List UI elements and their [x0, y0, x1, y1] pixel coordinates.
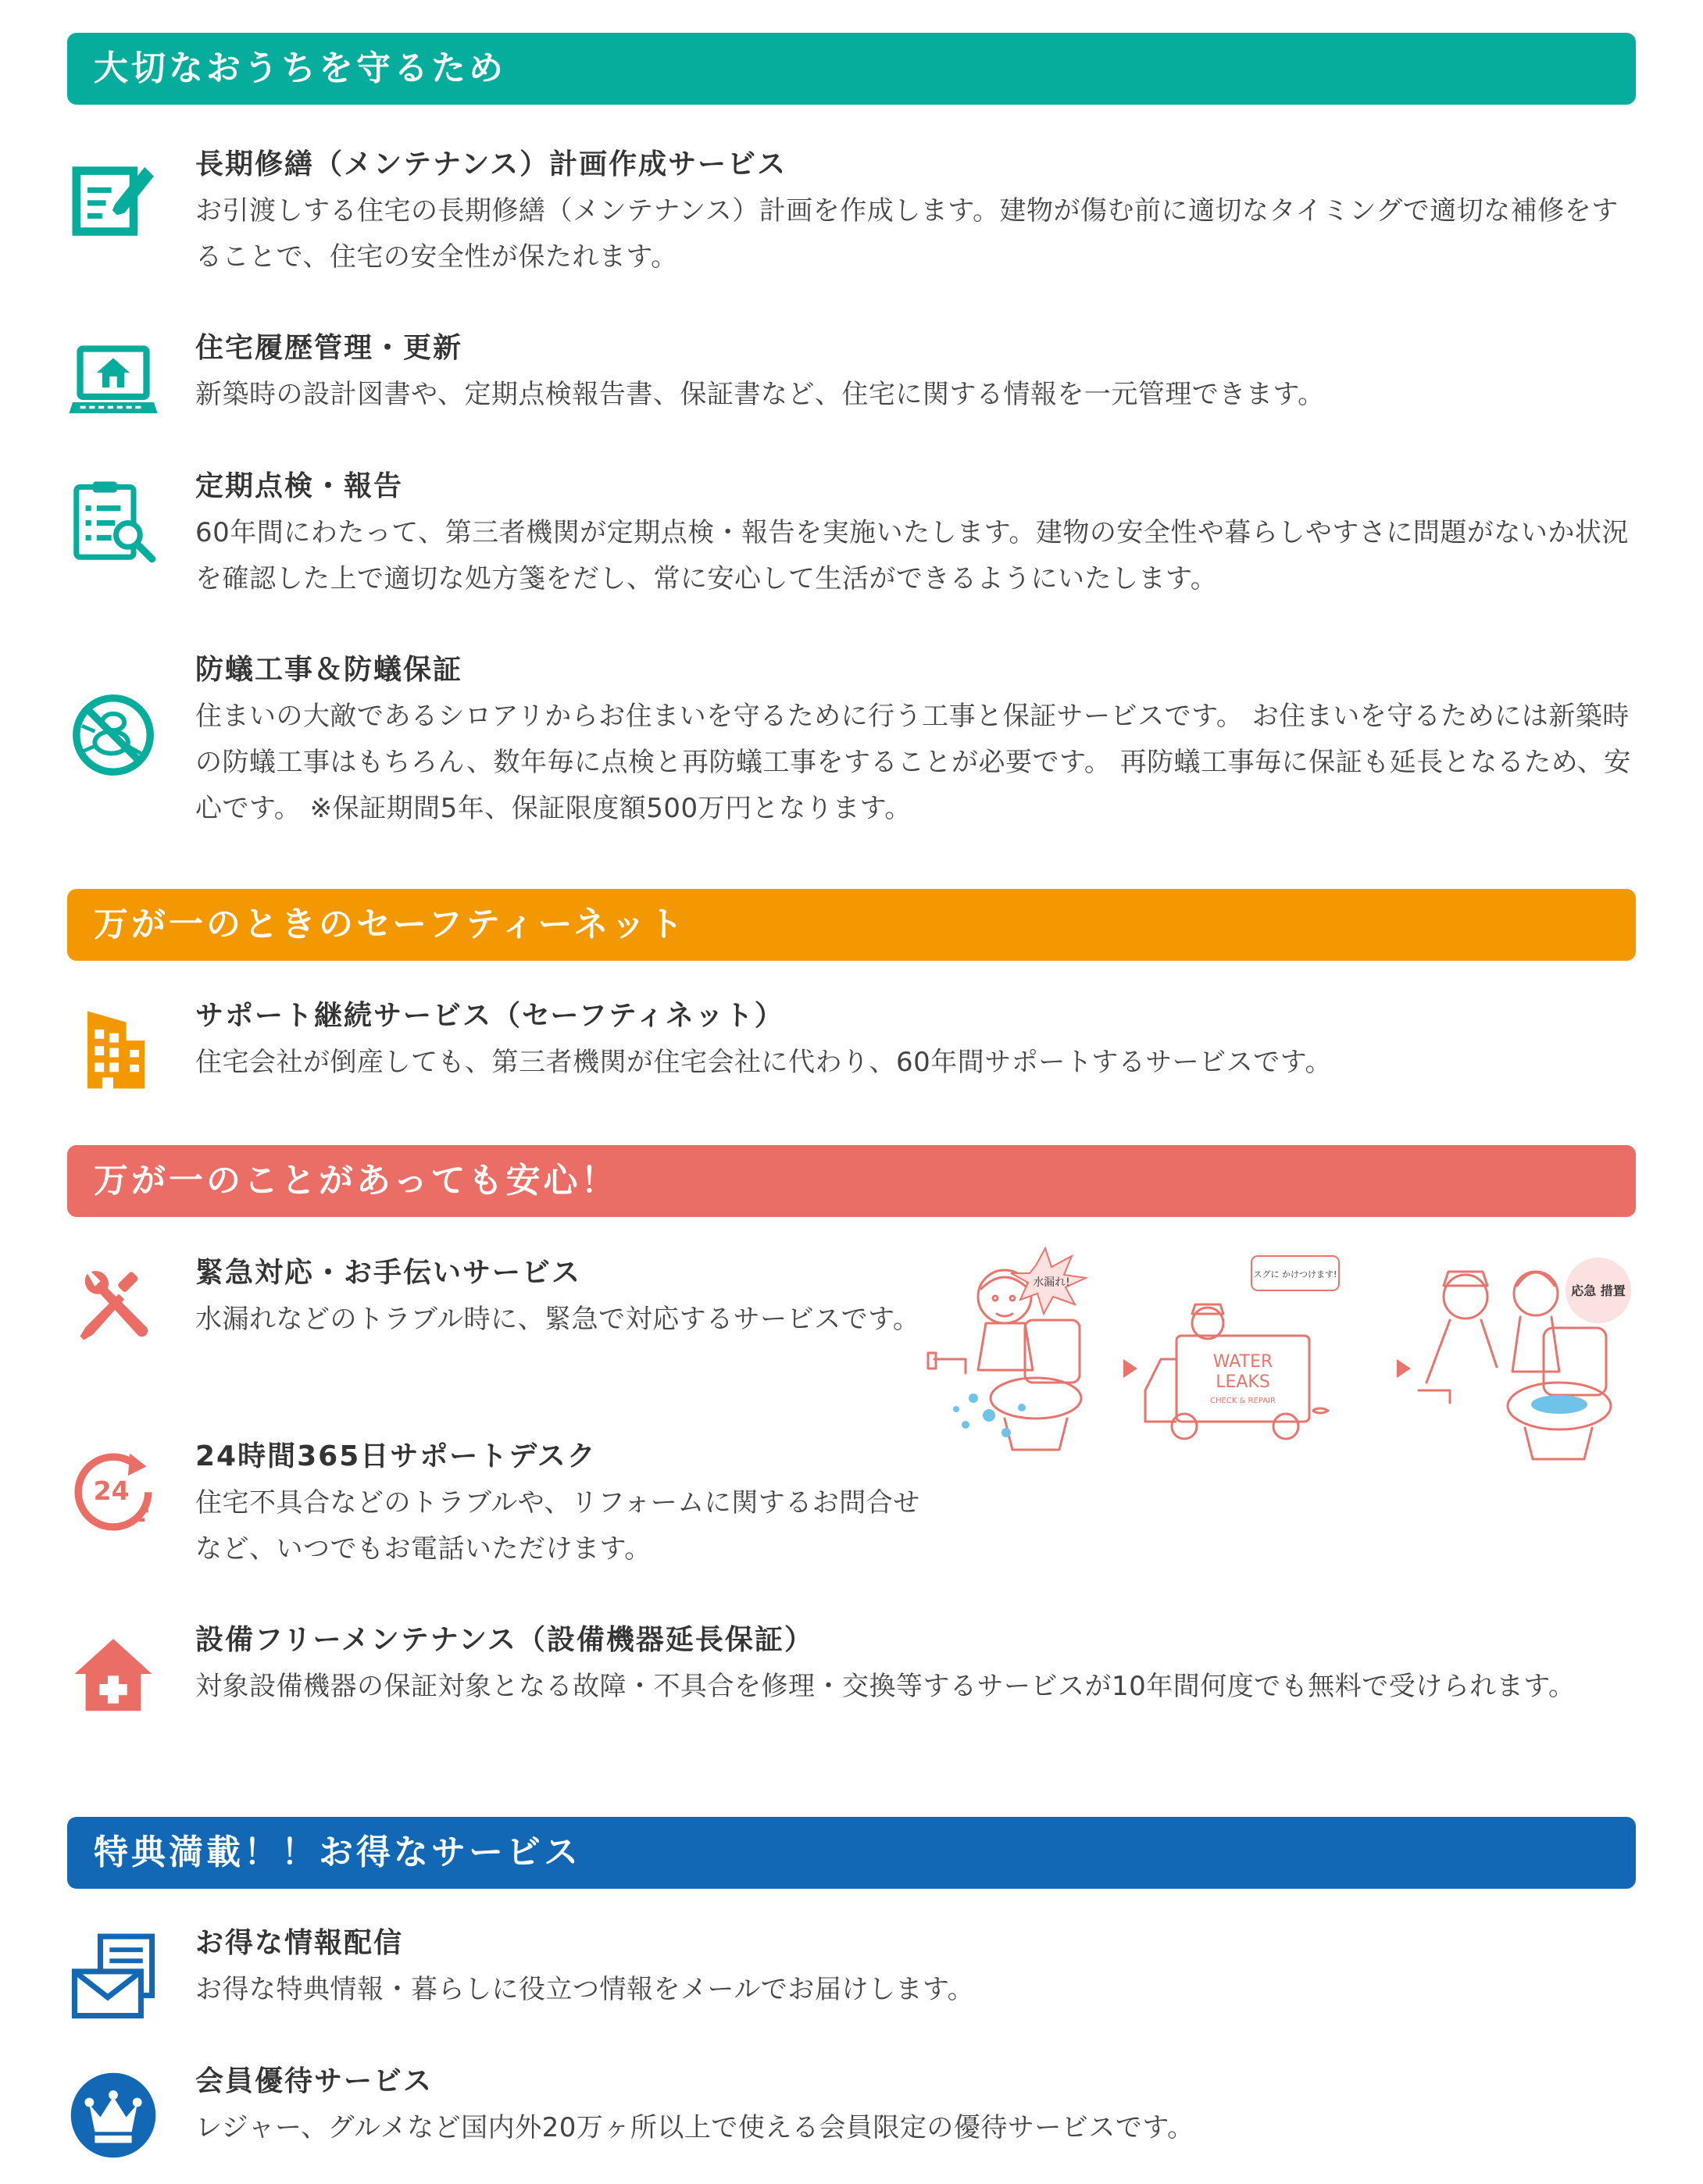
building-icon	[67, 1004, 159, 1096]
item-title: 緊急対応・お手伝いサービス	[195, 1257, 582, 1289]
no-termite-icon	[67, 689, 159, 781]
item-title: 住宅履歴管理・更新	[195, 332, 463, 364]
item-title: お得な情報配信	[195, 1927, 404, 1959]
item-description: 水漏れなどのトラブル時に、緊急で対応するサービスです。	[195, 1304, 920, 1335]
house-plus-icon	[67, 1628, 159, 1720]
svg-text:24: 24	[93, 1475, 130, 1506]
mail-newsletter-icon	[67, 1931, 159, 2023]
section-header-safetynet	[67, 889, 1636, 961]
item-description: 住宅会社が倒産しても、第三者機関が住宅会社に代わり、60年間サポートするサービスです。	[195, 1047, 1333, 1078]
item-description: お引渡しする住宅の長期修繕（メンテナンス）計画を作成します。建物が傷む前に適切なタイミングで適切な補修をすることで、住宅の安全性が保たれます。	[195, 195, 1619, 273]
section-header-relief	[67, 1145, 1636, 1217]
item-title: サポート継続サービス（セーフティネット）	[195, 1000, 784, 1032]
clipboard-search-icon	[67, 474, 159, 566]
item-title: 24時間365日サポートデスク	[195, 1440, 597, 1472]
item-description: 住まいの大敵であるシロアリからお住まいを守るために行う工事と保証サービスです。 お住まいを守るためには新築時の防蟻工事はもちろん、数年毎に点検と再防蟻工事をすることが必要です。 再防蟻工事毎に保証も延長となるため、安心です。 ※保証期間5年、保証限度額500万円となります。	[195, 701, 1631, 824]
water-leak-illustration	[919, 1242, 1637, 1476]
edit-document-icon	[67, 152, 159, 244]
item-title: 会員優待サービス	[195, 2065, 434, 2097]
item-description: 住宅不具合などのトラブルや、リフォームに関するお問合せなど、いつでもお電話いただけます。	[195, 1487, 920, 1565]
crown-icon	[67, 2069, 159, 2161]
item-title: 設備フリーメンテナンス（設備機器延長保証）	[195, 1624, 814, 1656]
section-title: 特典満載！！お得なサービス	[94, 1832, 581, 1872]
support-24-icon	[67, 1444, 159, 1536]
section-header-benefits	[67, 1817, 1636, 1889]
laptop-house-icon	[67, 336, 159, 428]
item-description: 対象設備機器の保証対象となる故障・不具合を修理・交換等するサービスが10年間何度でも無料で受けられます。	[195, 1671, 1576, 1702]
item-title: 防蟻工事＆防蟻保証	[195, 654, 463, 686]
truck-label-line1: WATER	[1212, 1352, 1273, 1372]
truck-label-line3: CHECK & REPAIR	[1210, 1397, 1276, 1405]
section-title: 万が一のことがあっても安心！	[94, 1161, 619, 1201]
item-description: お得な特典情報・暮らしに役立つ情報をメールでお届けします。	[195, 1974, 975, 2005]
first-aid-badge: 応急 措置	[1571, 1283, 1626, 1298]
tools-icon	[67, 1261, 159, 1353]
item-description: レジャー、グルメなど国内外20万ヶ所以上で使える会員限定の優待サービスです。	[195, 2112, 1194, 2143]
section-title: 大切なおうちを守るため	[94, 48, 506, 88]
coming-bubble-text: スグに かけつけます!	[1253, 1269, 1337, 1279]
truck-label-line2: LEAKS	[1216, 1372, 1270, 1392]
section-title: 万が一のときのセーフティーネット	[94, 905, 687, 944]
item-description: 新築時の設計図書や、定期点検報告書、保証書など、住宅に関する情報を一元管理できます。	[195, 379, 1325, 410]
section-header-protect	[67, 33, 1636, 105]
item-description: 60年間にわたって、第三者機関が定期点検・報告を実施いたします。建物の安全性や暮らしやすさに問題がないか状況を確認した上で適切な処方箋をだし、常に安心して生活ができるようにいたします。	[195, 517, 1629, 594]
leak-bubble-text: 水漏れ!	[1033, 1276, 1070, 1289]
item-title: 長期修繕（メンテナンス）計画作成サービス	[195, 148, 787, 180]
item-title: 定期点検・報告	[195, 470, 404, 502]
